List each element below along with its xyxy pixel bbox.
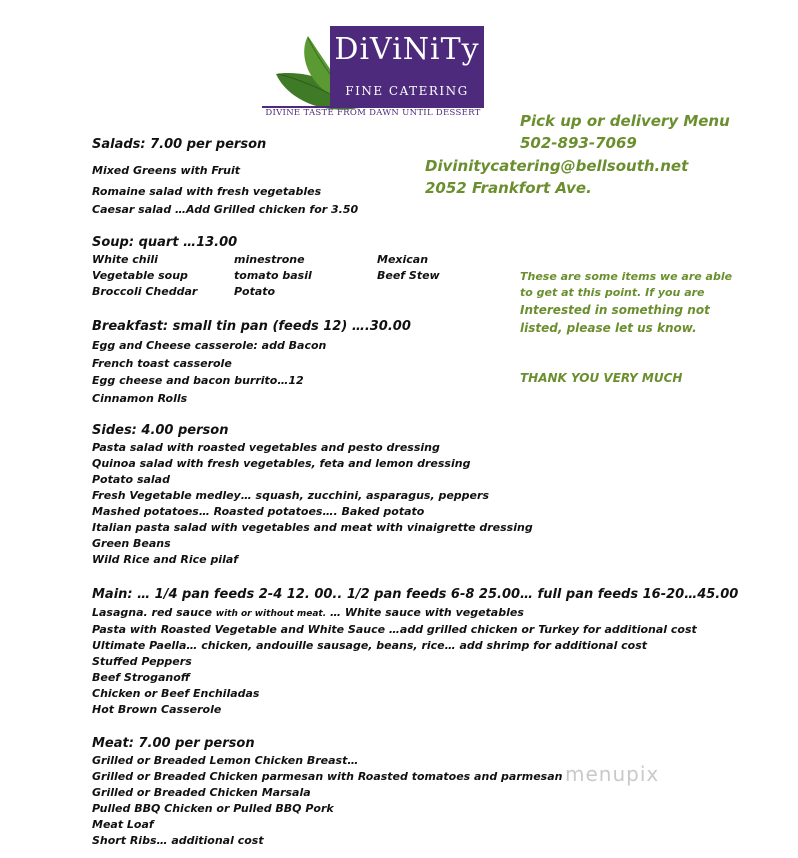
contact-heading: Pick up or delivery Menu <box>520 112 730 130</box>
list-item: tomato basil <box>234 269 312 282</box>
list-item: Romaine salad with fresh vegetables <box>92 185 322 198</box>
list-item: Caesar salad …Add Grilled chicken for 3.50 <box>92 203 359 216</box>
list-item: Grilled or Breaded Chicken parmesan with Roasted tomatoes and parmesan <box>92 770 563 783</box>
list-item: Short Ribs… additional cost <box>92 834 264 847</box>
sides-list <box>92 440 533 568</box>
note-text <box>520 269 732 337</box>
list-item: Vegetable soup <box>92 269 188 282</box>
list-item: Pasta with Roasted Vegetable and White Sauce …add grilled chicken or Turkey for additional cost <box>92 623 697 636</box>
lasagna-text: Lasagna. red sauce <box>92 606 216 619</box>
note-line: listed, please let us know. <box>520 321 697 335</box>
list-item: Stuffed Peppers <box>92 655 192 668</box>
logo-tagline: DIVINE TASTE FROM DAWN UNTIL DESSERT <box>265 108 481 118</box>
list-item: Broccoli Cheddar <box>92 285 198 298</box>
soup-heading: Soup: quart …13.00 <box>92 235 238 250</box>
logo-subtitle: FINE CATERING <box>345 84 469 98</box>
list-item: Fresh Vegetable medley… squash, zucchini, asparagus, peppers <box>92 489 489 502</box>
list-item: Mexican <box>377 253 429 266</box>
list-item: Quinoa salad with fresh vegetables, feta and lemon dressing <box>92 457 471 470</box>
lasagna-note: with or without meat. <box>215 609 327 619</box>
soup-column-2 <box>234 252 312 300</box>
logo-brand: DiViNiTy <box>334 32 480 67</box>
contact-phone[interactable]: 502-893-7069 <box>520 134 637 152</box>
contact-address: 2052 Frankfort Ave. <box>425 179 592 197</box>
list-item: Egg and Cheese casserole: add Bacon <box>92 339 327 352</box>
watermark: menupix <box>565 762 660 786</box>
list-item: Mixed Greens with Fruit <box>92 164 241 177</box>
lasagna-text-continued: … White sauce with vegetables <box>326 606 524 619</box>
breakfast-list <box>92 337 326 407</box>
list-item: Mashed potatoes… Roasted potatoes…. Baked potato <box>92 505 425 518</box>
list-item: Ultimate Paella… chicken, andouille sausage, beans, rice… add shrimp for additional cost <box>92 639 648 652</box>
list-item <box>92 605 697 622</box>
note-line: Interested in something not <box>520 303 710 317</box>
list-item: minestrone <box>234 253 305 266</box>
thank-you: THANK YOU VERY MUCH <box>520 371 683 385</box>
note-line: These are some items we are able <box>520 270 733 283</box>
list-item: Wild Rice and Rice pilaf <box>92 553 239 566</box>
main-list <box>92 605 697 718</box>
list-item: Beef Stroganoff <box>92 671 190 684</box>
salads-list <box>92 160 358 218</box>
soup-column-1 <box>92 252 197 300</box>
list-item: Green Beans <box>92 537 171 550</box>
list-item: Potato salad <box>92 473 170 486</box>
list-item: Cinnamon Rolls <box>92 391 188 405</box>
list-item: White chili <box>92 253 158 266</box>
list-item: French toast casserole <box>92 356 232 370</box>
list-item: Chicken or Beef Enchiladas <box>92 687 260 700</box>
sides-heading: Sides: 4.00 person <box>92 423 229 438</box>
list-item: Egg cheese and bacon burrito…12 <box>92 374 304 387</box>
contact-email[interactable]: Divinitycatering@bellsouth.net <box>425 157 689 175</box>
list-item: Hot Brown Casserole <box>92 703 222 716</box>
logo <box>262 22 484 122</box>
list-item: Beef Stew <box>377 269 440 282</box>
list-item: Pasta salad with roasted vegetables and pesto dressing <box>92 441 440 454</box>
note-line: to get at this point. If you are <box>520 286 705 299</box>
list-item: Italian pasta salad with vegetables and meat with vinaigrette dressing <box>92 521 533 534</box>
list-item: Meat Loaf <box>92 818 154 831</box>
soup-column-3 <box>377 252 440 284</box>
meat-heading: Meat: 7.00 per person <box>92 736 255 751</box>
breakfast-heading: Breakfast: small tin pan (feeds 12) ….30.00 <box>92 319 411 334</box>
list-item: Grilled or Breaded Lemon Chicken Breast… <box>92 754 359 767</box>
list-item: Pulled BBQ Chicken or Pulled BBQ Pork <box>92 802 334 815</box>
list-item: Potato <box>234 285 276 298</box>
meat-list <box>92 753 562 849</box>
salads-heading: Salads: 7.00 per person <box>92 137 267 152</box>
list-item: Grilled or Breaded Chicken Marsala <box>92 786 311 799</box>
logo-banner <box>330 26 484 106</box>
main-heading: Main: … 1/4 pan feeds 2-4 12. 00.. 1/2 pan feeds 6-8 25.00… full pan feeds 16-20…45.00 <box>92 587 739 602</box>
